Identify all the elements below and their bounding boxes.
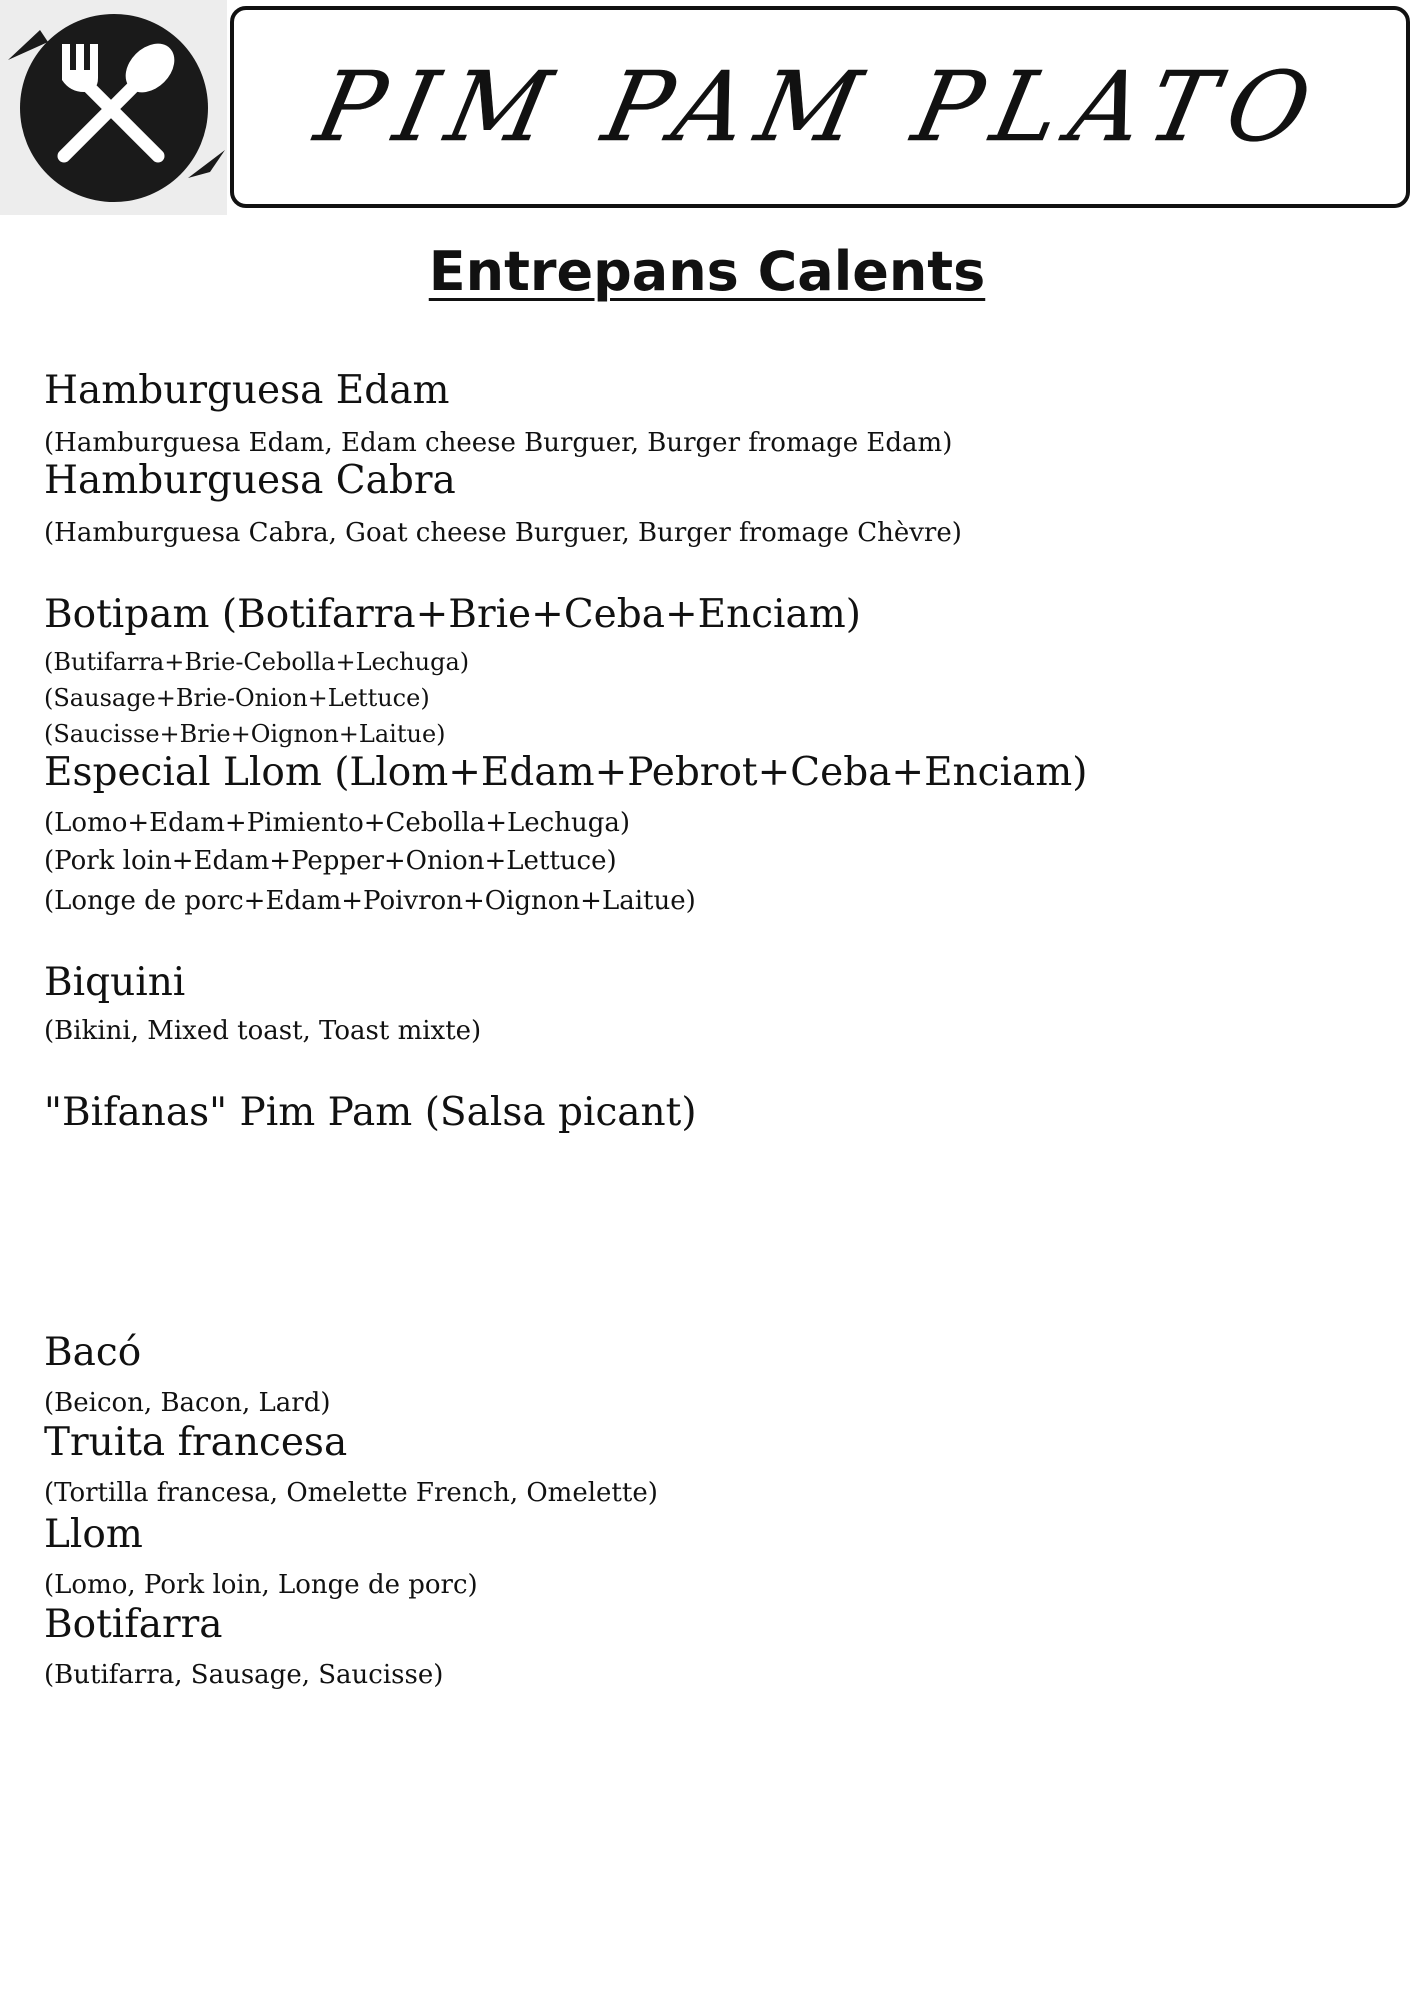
item-hamburguesa-edam-desc: (Hamburguesa Edam, Edam cheese Burguer, Burger fromage Edam): [44, 428, 953, 458]
item-baco-desc: (Beicon, Bacon, Lard): [44, 1388, 331, 1418]
item-hamburguesa-cabra-name: Hamburguesa Cabra: [44, 458, 456, 503]
item-botifarra-name: Botifarra: [44, 1602, 223, 1647]
fork-and-spoon-icon: [0, 0, 227, 215]
item-llom-name: Llom: [44, 1512, 143, 1557]
item-especial-llom-name: Especial Llom (Llom+Edam+Pebrot+Ceba+Enciam): [44, 750, 1088, 795]
item-botipam-name: Botipam (Botifarra+Brie+Ceba+Enciam): [44, 592, 861, 637]
item-truita-francesa-name: Truita francesa: [44, 1420, 348, 1465]
item-botipam-desc-fr: (Saucisse+Brie+Oignon+Laitue): [44, 720, 446, 748]
item-botipam-desc-en: (Sausage+Brie-Onion+Lettuce): [44, 684, 430, 712]
item-botifarra-desc: (Butifarra, Sausage, Saucisse): [44, 1660, 444, 1690]
item-biquini-desc: (Bikini, Mixed toast, Toast mixte): [44, 1016, 482, 1046]
item-llom-desc: (Lomo, Pork loin, Longe de porc): [44, 1570, 478, 1600]
restaurant-name: PIM PAM PLATO: [306, 51, 1334, 163]
restaurant-name-banner: [230, 6, 1410, 208]
item-botipam-desc-es: (Butifarra+Brie-Cebolla+Lechuga): [44, 648, 470, 676]
item-hamburguesa-cabra-desc: (Hamburguesa Cabra, Goat cheese Burguer, Burger fromage Chèvre): [44, 518, 962, 548]
item-especial-llom-desc-fr: (Longe de porc+Edam+Poivron+Oignon+Laitue): [44, 886, 696, 916]
item-especial-llom-desc-es: (Lomo+Edam+Pimiento+Cebolla+Lechuga): [44, 808, 631, 838]
section-title: Entrepans Calents: [428, 240, 986, 303]
item-biquini-name: Biquini: [44, 960, 186, 1005]
item-bifanas-name: "Bifanas" Pim Pam (Salsa picant): [44, 1090, 697, 1135]
restaurant-logo: [0, 0, 227, 215]
item-baco-name: Bacó: [44, 1330, 142, 1375]
item-truita-francesa-desc: (Tortilla francesa, Omelette French, Omelette): [44, 1478, 658, 1508]
item-especial-llom-desc-en: (Pork loin+Edam+Pepper+Onion+Lettuce): [44, 846, 617, 876]
item-hamburguesa-edam-name: Hamburguesa Edam: [44, 368, 450, 413]
